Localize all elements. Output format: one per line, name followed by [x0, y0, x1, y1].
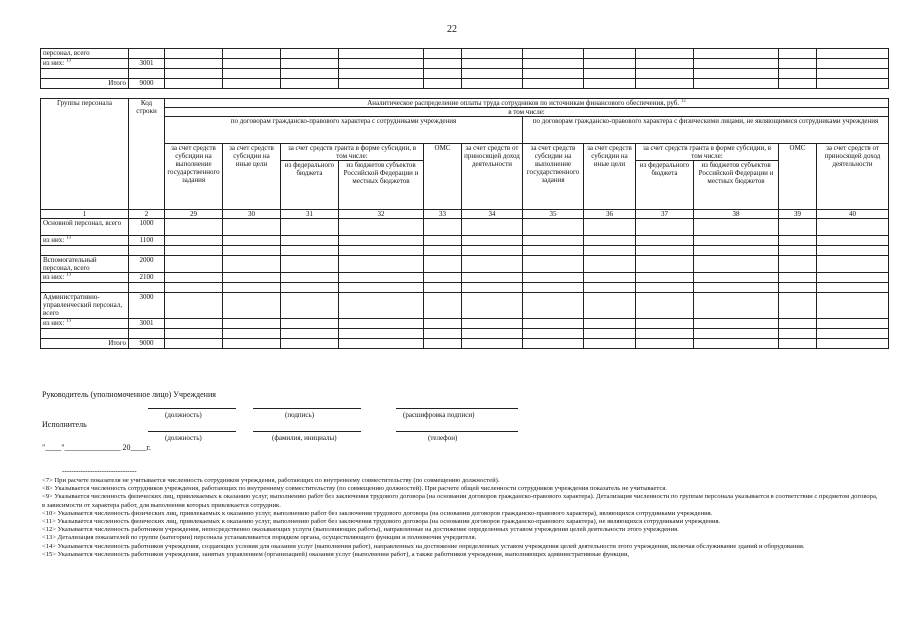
footnote: <7> При расчете показателя не учитывается численность сотрудников учреждения, работающих по внутреннему совместительству (по совмещению должностей).	[42, 477, 500, 484]
column-number: 37	[636, 210, 694, 219]
data-cell	[817, 256, 889, 273]
data-cell	[165, 329, 223, 339]
data-cell	[462, 339, 523, 349]
data-cell	[223, 319, 281, 329]
table-row	[41, 236, 889, 246]
data-cell	[424, 256, 462, 273]
data-cell	[339, 319, 424, 329]
data-cell	[584, 246, 636, 256]
data-cell	[694, 283, 779, 293]
page-number: 22	[447, 24, 457, 35]
data-cell	[636, 293, 694, 319]
exec-line-phone	[396, 431, 518, 432]
data-cell	[779, 246, 817, 256]
data-cell	[281, 79, 339, 89]
table-row	[41, 339, 889, 349]
data-cell	[165, 79, 223, 89]
data-cell	[636, 329, 694, 339]
data-cell	[584, 79, 636, 89]
data-cell	[462, 256, 523, 273]
data-cell	[694, 79, 779, 89]
data-cell	[779, 59, 817, 69]
header-income-2: за счет средств от приносящей доход деятельности	[817, 144, 889, 210]
caption-position: (должность)	[165, 411, 202, 419]
data-cell	[339, 69, 424, 79]
data-cell	[694, 256, 779, 273]
caption-position-2: (должность)	[165, 434, 202, 442]
header-oms-2: ОМС	[779, 144, 817, 210]
data-cell	[636, 236, 694, 246]
data-cell	[636, 273, 694, 283]
data-cell	[165, 49, 223, 59]
data-cell	[339, 79, 424, 89]
row-label: Итого	[41, 339, 129, 349]
header-grant-reg: из бюджетов субъектов Российской Федерации и местных бюджетов	[339, 161, 424, 210]
data-cell	[165, 319, 223, 329]
data-cell	[462, 329, 523, 339]
data-cell	[339, 256, 424, 273]
data-cell	[424, 293, 462, 319]
data-cell	[339, 236, 424, 246]
data-cell	[281, 49, 339, 59]
data-cell	[694, 59, 779, 69]
data-cell	[523, 293, 584, 319]
data-cell	[281, 273, 339, 283]
data-cell	[424, 319, 462, 329]
data-cell	[424, 59, 462, 69]
data-cell	[223, 219, 281, 236]
data-cell	[223, 49, 281, 59]
row-code: 1000	[129, 219, 165, 236]
data-cell	[523, 79, 584, 89]
data-cell	[462, 79, 523, 89]
data-cell	[694, 236, 779, 246]
column-number: 33	[424, 210, 462, 219]
column-number: 2	[129, 210, 165, 219]
data-cell	[424, 236, 462, 246]
data-cell	[165, 339, 223, 349]
data-cell	[165, 293, 223, 319]
data-cell	[779, 319, 817, 329]
data-cell	[523, 236, 584, 246]
caption-decoding: (расшифровка подписи)	[403, 411, 475, 419]
data-cell	[779, 236, 817, 246]
row-code	[129, 283, 165, 293]
data-cell	[694, 329, 779, 339]
row-code	[129, 246, 165, 256]
data-cell	[223, 236, 281, 246]
data-cell	[694, 49, 779, 59]
data-cell	[817, 59, 889, 69]
row-label: Итого	[41, 79, 129, 89]
data-cell	[165, 219, 223, 236]
data-cell	[817, 329, 889, 339]
footnote: <12> Указывается численность работников учреждения, непосредственно оказывающих услуги (выполняющих работы), направленные на достижение определенных уставом учреждения целей деятельности этого учреждения.	[42, 526, 679, 534]
data-cell	[462, 49, 523, 59]
row-code: 9000	[129, 339, 165, 349]
data-cell	[462, 283, 523, 293]
data-cell	[523, 319, 584, 329]
data-cell	[636, 319, 694, 329]
table-row	[41, 246, 889, 256]
data-cell	[281, 219, 339, 236]
row-label: из них: $^{13}$	[41, 236, 129, 246]
data-cell	[339, 293, 424, 319]
header-grant-fed-2: из федерального бюджета	[636, 161, 694, 210]
data-cell	[694, 273, 779, 283]
caption-signature: (подпись)	[285, 411, 315, 419]
data-cell	[424, 69, 462, 79]
data-cell	[424, 339, 462, 349]
table-row	[41, 273, 889, 283]
data-cell	[779, 293, 817, 319]
data-cell	[817, 79, 889, 89]
data-cell	[281, 256, 339, 273]
data-cell	[223, 293, 281, 319]
data-cell	[462, 319, 523, 329]
data-cell	[223, 283, 281, 293]
data-cell	[523, 256, 584, 273]
data-cell	[694, 246, 779, 256]
data-cell	[165, 273, 223, 283]
column-number: 38	[694, 210, 779, 219]
data-cell	[817, 69, 889, 79]
row-label: из них: $^{13}$	[41, 59, 129, 69]
table-row	[41, 69, 889, 79]
data-cell	[281, 293, 339, 319]
data-cell	[636, 49, 694, 59]
column-number: 29	[165, 210, 223, 219]
data-cell	[339, 283, 424, 293]
footnote: <11> Указывается численность физических лиц, привлекаемых к оказанию услуг, выполнению работ без заключения трудового договора (на основании договоров гражданско-правового характера), не являющихся сотрудниками учреждения.	[42, 518, 721, 526]
table-row	[41, 256, 889, 273]
footnote: <8> Указывается численность сотрудников учреждения, работающих по внутреннему совместительству (по совмещению должностей). При расчете общей численности сотрудников учреждения показатель не учитывается.	[42, 485, 667, 493]
header-grant-fed: из федерального бюджета	[281, 161, 339, 210]
data-cell	[584, 293, 636, 319]
data-cell	[779, 329, 817, 339]
data-cell	[165, 283, 223, 293]
data-cell	[636, 339, 694, 349]
row-label: Вспомогательный персонал, всего	[41, 256, 129, 273]
data-cell	[523, 69, 584, 79]
row-label: Основной персонал, всего	[41, 219, 129, 236]
row-label	[41, 283, 129, 293]
data-cell	[462, 236, 523, 246]
data-cell	[281, 59, 339, 69]
header-subsidy-other-2: за счет средств субсидии на иные цели	[584, 144, 636, 210]
header-civil-non-staff: по договорам гражданско-правового характера с физическими лицами, не являющимися сотрудниками учреждения	[523, 117, 889, 144]
column-numbers-row	[41, 210, 889, 219]
header-groups: Группы персонала	[41, 99, 129, 210]
data-cell	[694, 219, 779, 236]
data-cell	[584, 236, 636, 246]
data-cell	[281, 246, 339, 256]
data-cell	[817, 283, 889, 293]
data-cell	[779, 79, 817, 89]
data-cell	[223, 339, 281, 349]
column-number: 35	[523, 210, 584, 219]
row-label: персонал, всего	[41, 49, 129, 59]
data-cell	[462, 69, 523, 79]
data-cell	[636, 219, 694, 236]
data-cell	[281, 69, 339, 79]
date-line: "____"______________ 20____г.	[42, 443, 151, 452]
data-cell	[523, 339, 584, 349]
header-code: Код строки	[129, 99, 165, 210]
data-cell	[339, 59, 424, 69]
data-cell	[817, 49, 889, 59]
row-code: 3000	[129, 293, 165, 319]
sign-line-decoding	[396, 408, 518, 409]
data-cell	[694, 293, 779, 319]
data-cell	[339, 329, 424, 339]
data-cell	[223, 79, 281, 89]
data-cell	[584, 329, 636, 339]
column-number: 32	[339, 210, 424, 219]
table-row	[41, 319, 889, 329]
header-grant-2: за счет средств гранта в форме субсидии, в том числе:	[636, 144, 779, 161]
data-cell	[523, 273, 584, 283]
data-cell	[779, 339, 817, 349]
row-code	[129, 329, 165, 339]
executor-label: Исполнитель	[42, 420, 87, 429]
data-cell	[584, 256, 636, 273]
data-cell	[339, 246, 424, 256]
row-label: из них: $^{13}$	[41, 273, 129, 283]
data-cell	[281, 339, 339, 349]
footnotes	[42, 477, 882, 559]
data-cell	[424, 329, 462, 339]
data-cell	[339, 273, 424, 283]
table-row	[41, 329, 889, 339]
footnote: <14> Указывается численность работников учреждения, создающих условия для оказания услуг (выполнения работ), направленных на достижение определенных уставом учреждения целей деятельности этого учреждения, включая обслуживание зданий и оборудования.	[42, 542, 805, 550]
footnote: <13> Детализация показателей по группе (категории) персонала устанавливается порядком органа, осуществляющего функции и полномочия учредителя.	[42, 534, 477, 542]
data-cell	[223, 329, 281, 339]
header-grant: за счет средств гранта в форме субсидии, в том числе:	[281, 144, 424, 161]
row-code: 1100	[129, 236, 165, 246]
data-cell	[584, 59, 636, 69]
table-row	[41, 49, 889, 59]
data-cell	[779, 49, 817, 59]
data-cell	[817, 236, 889, 246]
data-cell	[779, 256, 817, 273]
data-cell	[281, 236, 339, 246]
data-cell	[223, 273, 281, 283]
column-number: 40	[817, 210, 889, 219]
table-row	[41, 293, 889, 319]
caption-name: (фамилия, инициалы)	[272, 434, 337, 442]
header-grant-reg-2: из бюджетов субъектов Российской Федерации и местных бюджетов	[694, 161, 779, 210]
sign-line-signature	[253, 408, 361, 409]
data-cell	[281, 283, 339, 293]
column-number: 36	[584, 210, 636, 219]
data-cell	[636, 69, 694, 79]
row-code: 9000	[129, 79, 165, 89]
data-cell	[462, 293, 523, 319]
header-incl: в том числе:	[165, 108, 889, 117]
footnote: <10> Указывается численность физических лиц, привлекаемых к оказанию услуг, выполнению работ без заключения трудового договора (на основании договоров гражданско-правового характера), являющихся сотрудниками учреждения.	[42, 509, 713, 517]
data-cell	[817, 219, 889, 236]
data-cell	[817, 319, 889, 329]
data-cell	[523, 246, 584, 256]
data-cell	[636, 59, 694, 69]
data-cell	[779, 69, 817, 79]
header-income: за счет средств от приносящей доход деятельности	[462, 144, 523, 210]
table-row	[41, 283, 889, 293]
row-label	[41, 69, 129, 79]
data-cell	[523, 59, 584, 69]
data-cell	[817, 339, 889, 349]
header-subsidy-task: за счет средств субсидии на выполнение государственного задания	[165, 144, 223, 210]
data-cell	[636, 283, 694, 293]
header-analytic: Аналитическое распределение оплаты труда сотрудников по источникам финансового обеспечения, руб. $^{12}$	[165, 99, 889, 108]
data-cell	[817, 293, 889, 319]
header-subsidy-task-2: за счет средств субсидии на выполнение государственного задания	[523, 144, 584, 210]
data-cell	[424, 283, 462, 293]
data-cell	[424, 79, 462, 89]
row-code: 3001	[129, 319, 165, 329]
labor-payment-distribution-table	[40, 98, 889, 349]
data-cell	[523, 219, 584, 236]
header-subsidy-other: за счет средств субсидии на иные цели	[223, 144, 281, 210]
data-cell	[584, 339, 636, 349]
data-cell	[223, 256, 281, 273]
top-continuation-table	[40, 48, 889, 89]
exec-line-name	[253, 431, 361, 432]
data-cell	[817, 273, 889, 283]
row-code	[129, 69, 165, 79]
data-cell	[584, 273, 636, 283]
row-label: из них: $^{13}$	[41, 319, 129, 329]
header-oms: ОМС	[424, 144, 462, 210]
row-label	[41, 246, 129, 256]
data-cell	[223, 69, 281, 79]
table-row	[41, 59, 889, 69]
data-cell	[424, 273, 462, 283]
data-cell	[339, 339, 424, 349]
data-cell	[694, 339, 779, 349]
data-cell	[584, 49, 636, 59]
row-code	[129, 49, 165, 59]
data-cell	[223, 59, 281, 69]
data-cell	[339, 49, 424, 59]
data-cell	[636, 256, 694, 273]
data-cell	[165, 59, 223, 69]
data-cell	[523, 329, 584, 339]
row-code: 3001	[129, 59, 165, 69]
data-cell	[584, 283, 636, 293]
data-cell	[462, 219, 523, 236]
data-cell	[636, 246, 694, 256]
table-row	[41, 79, 889, 89]
data-cell	[462, 246, 523, 256]
data-cell	[339, 219, 424, 236]
data-cell	[462, 59, 523, 69]
footnote: <15> Указывается численность работников учреждения, занятых управлением (организацией) оказания услуг (выполнения работ), а также работников учреждения, выполняющих административные функции,	[42, 550, 630, 558]
data-cell	[584, 219, 636, 236]
data-cell	[165, 256, 223, 273]
data-cell	[584, 319, 636, 329]
data-cell	[281, 329, 339, 339]
head-label: Руководитель (уполномоченное лицо) Учреждения	[42, 390, 216, 399]
row-label	[41, 329, 129, 339]
data-cell	[462, 273, 523, 283]
column-number: 31	[281, 210, 339, 219]
data-cell	[523, 283, 584, 293]
data-cell	[779, 283, 817, 293]
data-cell	[694, 319, 779, 329]
data-cell	[223, 246, 281, 256]
row-code: 2000	[129, 256, 165, 273]
column-number: 30	[223, 210, 281, 219]
column-number: 34	[462, 210, 523, 219]
data-cell	[165, 69, 223, 79]
table-row	[41, 219, 889, 236]
data-cell	[694, 69, 779, 79]
data-cell	[165, 246, 223, 256]
footnote: <9> Указывается численность физических лиц, привлекаемых к оказанию услуг, выполнению работ без заключения трудового договора (на основании договоров гражданско-правового характера). Детализация численности по группам персонала указывается в соответствии с предметом договора, в зависимости от характера работ, для выполнения которых привлекается сотрудник.	[42, 493, 878, 509]
caption-phone: (телефон)	[428, 434, 458, 442]
data-cell	[817, 246, 889, 256]
data-cell	[779, 273, 817, 283]
data-cell	[424, 49, 462, 59]
column-number: 39	[779, 210, 817, 219]
data-cell	[424, 219, 462, 236]
exec-line-position	[148, 431, 236, 432]
sign-line-position	[148, 408, 236, 409]
footnote-separator: --------------------------------	[62, 467, 137, 475]
data-cell	[523, 49, 584, 59]
data-cell	[165, 236, 223, 246]
data-cell	[636, 79, 694, 89]
data-cell	[281, 319, 339, 329]
data-cell	[424, 246, 462, 256]
column-number: 1	[41, 210, 129, 219]
data-cell	[779, 219, 817, 236]
header-civil-staff: по договорам гражданско-правового характера с сотрудниками учреждения	[165, 117, 523, 144]
data-cell	[584, 69, 636, 79]
row-code: 2100	[129, 273, 165, 283]
row-label: Административно-управленческий персонал, всего	[41, 293, 129, 319]
